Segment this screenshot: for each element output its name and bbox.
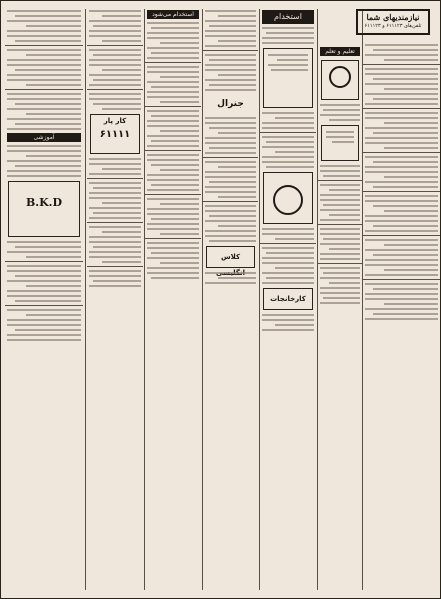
column-4 <box>203 7 258 592</box>
ad-box <box>321 60 359 100</box>
ad-bkd-title: B.K.D <box>25 196 63 209</box>
section-header-hiring: استخدام می‌شود <box>147 10 199 19</box>
column-2 <box>318 7 362 592</box>
column-5 <box>145 7 201 592</box>
ad-general-big: جنرال <box>217 99 244 109</box>
ad-class-english: کلاس <box>206 246 255 268</box>
ad-box-emblem <box>263 172 313 224</box>
ad-car-box <box>90 114 140 154</box>
column-1 <box>363 41 440 592</box>
ad-phone-big: ۶۱۱۱۱ <box>99 129 131 140</box>
section-header-dark: آموزشی <box>7 133 81 142</box>
masthead-phones: تلفن‌های ۶۱۱۱۲۳ و ۶۱۱۱۲۳ <box>364 23 422 29</box>
column-7 <box>5 7 83 592</box>
column-6 <box>87 7 143 592</box>
emblem-icon <box>273 185 303 215</box>
ad-karkhaneh: کارخانجات <box>263 288 313 310</box>
section-header-estekhdam: استخدام <box>262 10 314 24</box>
ad-box <box>263 48 313 108</box>
section-header-teaching: تعلیم و تعلم <box>320 47 360 56</box>
column-rule <box>85 9 86 590</box>
ad-car-label: کار پار <box>103 117 127 125</box>
masthead <box>356 9 430 35</box>
ad-box <box>321 125 359 161</box>
column-3 <box>260 7 316 592</box>
ad-bkd-box <box>8 181 80 237</box>
emblem-icon <box>329 66 351 88</box>
masthead-title: نیازمندیهای شما <box>366 12 420 22</box>
